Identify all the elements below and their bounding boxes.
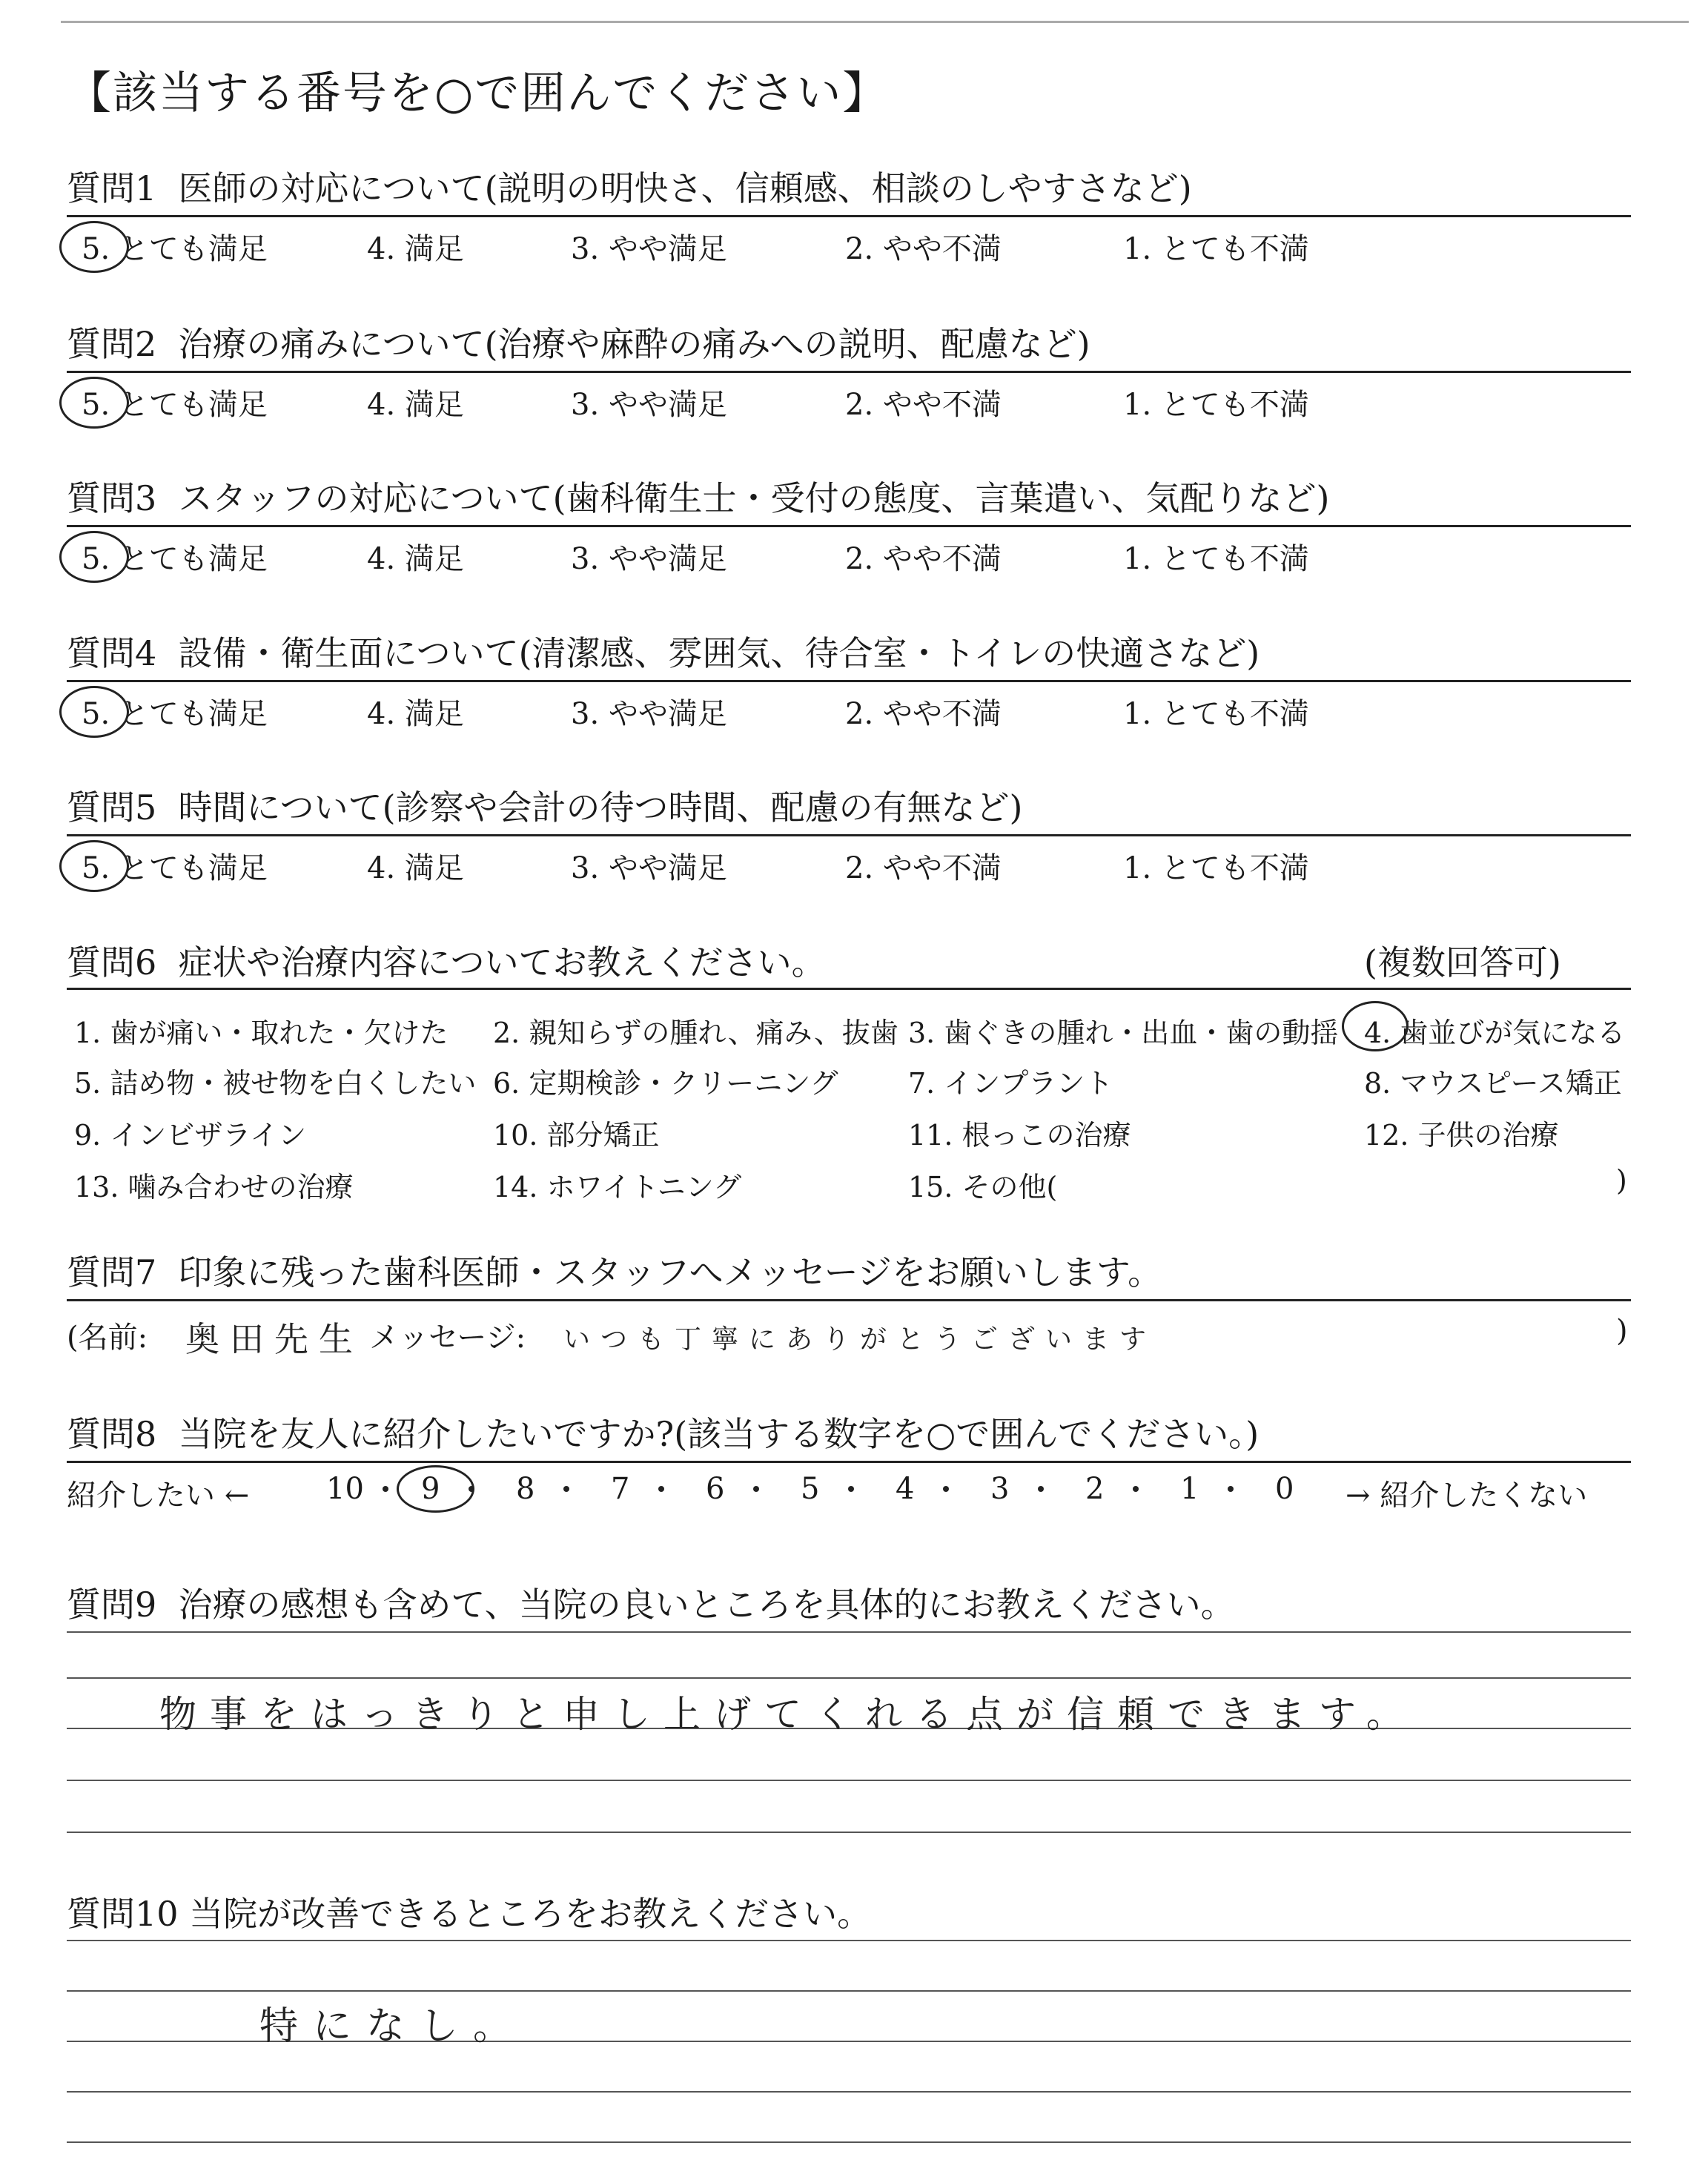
q9-answer[interactable]: 物事をはっきりと申し上げてくれる点が信頼できます。 <box>159 1693 1417 1736</box>
q6-option[interactable]: 5. 詰め物・被せ物を白くしたい <box>74 1067 477 1100</box>
question-label: 質問5 <box>67 787 157 828</box>
q8-label: 質問8 <box>67 1414 157 1454</box>
q2-heading <box>67 317 1090 366</box>
q8-heading <box>67 1407 1259 1456</box>
top-border <box>61 21 1689 23</box>
q4-rule <box>67 680 1631 682</box>
q10-heading <box>67 1887 871 1936</box>
rating-selection-circle <box>59 377 129 429</box>
q5-heading <box>67 781 1023 830</box>
q10-line-2 <box>67 1990 1631 1992</box>
q8-scale-number[interactable]: 6 <box>706 1472 725 1506</box>
q7-heading <box>67 1246 1162 1295</box>
rating-option[interactable]: 2. やや不満 <box>845 232 1002 266</box>
q6-option[interactable]: 14. ホワイトニング <box>493 1171 742 1203</box>
q8-scale-number[interactable]: 2 <box>1085 1472 1105 1506</box>
question-text: 治療の痛みについて(治療や麻酔の痛みへの説明、配慮など) <box>178 324 1090 364</box>
rating-option[interactable]: 4. 満足 <box>367 697 464 731</box>
q9-line-2 <box>67 1677 1631 1679</box>
rating-option[interactable]: 1. とても不満 <box>1123 697 1309 731</box>
rating-option[interactable]: 3. やや満足 <box>571 697 727 731</box>
rating-option[interactable]: 5. とても満足 <box>82 697 268 731</box>
question-label: 質問3 <box>67 478 157 518</box>
q7-name-value[interactable]: 奥田先生 <box>185 1319 363 1359</box>
q8-scale-number[interactable]: 3 <box>990 1472 1010 1506</box>
q7-name-label: (名前: <box>67 1321 148 1355</box>
q6-option[interactable]: 8. マウスピース矯正 <box>1364 1067 1622 1100</box>
rating-option[interactable]: 1. とても不満 <box>1123 388 1309 422</box>
q8-scale-number[interactable]: 7 <box>611 1472 630 1506</box>
q6-note: (複数回答可) <box>1364 942 1561 982</box>
rating-option[interactable]: 1. とても不満 <box>1123 232 1309 266</box>
rating-option[interactable]: 1. とても不満 <box>1123 542 1309 576</box>
q8-scale-dot <box>563 1486 569 1492</box>
q6-option[interactable]: 6. 定期検診・クリーニング <box>493 1067 838 1100</box>
q8-scale-dot <box>1133 1486 1139 1492</box>
q9-line-1 <box>67 1631 1631 1633</box>
q8-scale-number[interactable]: 9 <box>421 1472 440 1506</box>
q6-text: 症状や治療内容についてお教えください。 <box>178 942 826 982</box>
q6-option[interactable]: 12. 子供の治療 <box>1364 1119 1559 1152</box>
q1-heading <box>67 162 1192 211</box>
rating-option[interactable]: 5. とても満足 <box>82 851 268 885</box>
question-text: 設備・衛生面について(清潔感、雰囲気、待合室・トイレの快適さなど) <box>178 633 1260 673</box>
rating-option[interactable]: 2. やや不満 <box>845 388 1002 422</box>
rating-option[interactable]: 3. やや満足 <box>571 542 727 576</box>
q7-message-label: メッセージ: <box>369 1321 526 1355</box>
q9-heading <box>67 1578 1235 1627</box>
q6-label: 質問6 <box>67 942 157 982</box>
rating-option[interactable]: 5. とても満足 <box>82 232 268 266</box>
q10-text: 当院が改善できるところをお教えください。 <box>189 1894 872 1934</box>
q8-scale-number[interactable]: 10 <box>326 1472 364 1506</box>
q6-option[interactable]: 11. 根っこの治療 <box>908 1119 1131 1152</box>
q8-scale-number[interactable]: 1 <box>1180 1472 1199 1506</box>
q10-line-4 <box>67 2091 1631 2093</box>
q3-rule <box>67 525 1631 527</box>
rating-selection-circle <box>59 686 129 738</box>
q6-option[interactable]: 4. 歯並びが気になる <box>1364 1017 1626 1049</box>
question-label: 質問4 <box>67 633 157 673</box>
q8-left-label: 紹介したい ← <box>67 1479 250 1513</box>
q7-rule <box>67 1299 1631 1301</box>
q10-answer[interactable]: 特になし。 <box>259 2004 527 2049</box>
q9-line-5 <box>67 1832 1631 1833</box>
q6-option[interactable]: 9. インビザライン <box>74 1119 307 1152</box>
q6-option[interactable]: 1. 歯が痛い・取れた・欠けた <box>74 1017 448 1049</box>
question-text: 医師の対応について(説明の明快さ、信頼感、相談のしやすさなど) <box>178 168 1192 208</box>
q6-option[interactable]: 15. その他( <box>908 1171 1058 1203</box>
q7-message-value[interactable]: いつも丁寧にありがとうございます <box>563 1324 1157 1355</box>
q1-rule <box>67 215 1631 217</box>
q6-option[interactable]: 3. 歯ぐきの腫れ・出血・歯の動揺 <box>908 1017 1339 1049</box>
q8-scale-dot <box>753 1486 759 1492</box>
q6-selection-circle <box>1342 1001 1409 1051</box>
q10-line-5 <box>67 2141 1631 2143</box>
rating-option[interactable]: 3. やや満足 <box>571 232 727 266</box>
question-label: 質問1 <box>67 168 157 208</box>
q9-label: 質問9 <box>67 1585 157 1625</box>
q7-text: 印象に残った歯科医師・スタッフへメッセージをお願いします。 <box>178 1252 1162 1292</box>
rating-selection-circle <box>59 221 129 273</box>
rating-option[interactable]: 2. やや不満 <box>845 542 1002 576</box>
q8-text: 当院を友人に紹介したいですか?(該当する数字を○で囲んでください。) <box>178 1414 1260 1454</box>
q8-scale-number[interactable]: 4 <box>896 1472 915 1506</box>
q6-rule <box>67 988 1631 990</box>
rating-option[interactable]: 3. やや満足 <box>571 851 727 885</box>
q2-rule <box>67 371 1631 373</box>
q8-scale-dot <box>383 1486 388 1492</box>
q8-scale-number[interactable]: 5 <box>801 1472 820 1506</box>
question-text: 時間について(診察や会計の待つ時間、配慮の有無など) <box>178 787 1023 828</box>
q6-option: ) <box>1616 1164 1627 1197</box>
rating-option[interactable]: 1. とても不満 <box>1123 851 1309 885</box>
question-label: 質問2 <box>67 324 157 364</box>
form-title: 【該当する番号を○で囲んでください】 <box>67 67 889 119</box>
rating-option[interactable]: 4. 満足 <box>367 388 464 422</box>
q7-close-paren: ) <box>1616 1314 1628 1348</box>
q8-scale-number[interactable]: 0 <box>1275 1472 1294 1506</box>
rating-selection-circle <box>59 840 129 892</box>
q6-option[interactable]: 7. インプラント <box>908 1067 1113 1100</box>
q6-option[interactable]: 10. 部分矯正 <box>493 1119 660 1152</box>
q8-scale-dot <box>1038 1486 1044 1492</box>
rating-option[interactable]: 3. やや満足 <box>571 388 727 422</box>
q6-option[interactable]: 13. 噛み合わせの治療 <box>74 1171 354 1203</box>
q10-label: 質問10 <box>67 1894 179 1934</box>
q8-rule <box>67 1461 1631 1463</box>
rating-option[interactable]: 5. とても満足 <box>82 388 268 422</box>
question-text: スタッフの対応について(歯科衛生士・受付の態度、言葉遣い、気配りなど) <box>178 478 1330 518</box>
q8-right-label: → 紹介したくない <box>1345 1479 1588 1513</box>
q10-line-1 <box>67 1940 1631 1941</box>
rating-option[interactable]: 4. 満足 <box>367 851 464 885</box>
q6-option[interactable]: 2. 親知らずの腫れ、痛み、抜歯 <box>493 1017 898 1049</box>
q5-rule <box>67 834 1631 836</box>
q8-scale-dot <box>943 1486 949 1492</box>
q9-text: 治療の感想も含めて、当院の良いところを具体的にお教えください。 <box>178 1585 1235 1625</box>
rating-option[interactable]: 5. とても満足 <box>82 542 268 576</box>
rating-selection-circle <box>59 531 129 583</box>
q3-heading <box>67 472 1330 521</box>
rating-option[interactable]: 4. 満足 <box>367 232 464 266</box>
q8-scale-dot <box>1228 1486 1234 1492</box>
q8-scale-dot <box>658 1486 664 1492</box>
q8-selection-circle <box>397 1465 474 1513</box>
rating-option[interactable]: 2. やや不満 <box>845 697 1002 731</box>
q9-line-4 <box>67 1780 1631 1781</box>
q7-label: 質問7 <box>67 1252 157 1292</box>
q8-scale-dot <box>848 1486 854 1492</box>
q8-scale-number[interactable]: 8 <box>516 1472 535 1506</box>
rating-option[interactable]: 2. やや不満 <box>845 851 1002 885</box>
q4-heading <box>67 627 1260 676</box>
rating-option[interactable]: 4. 満足 <box>367 542 464 576</box>
q6-heading <box>67 936 826 985</box>
